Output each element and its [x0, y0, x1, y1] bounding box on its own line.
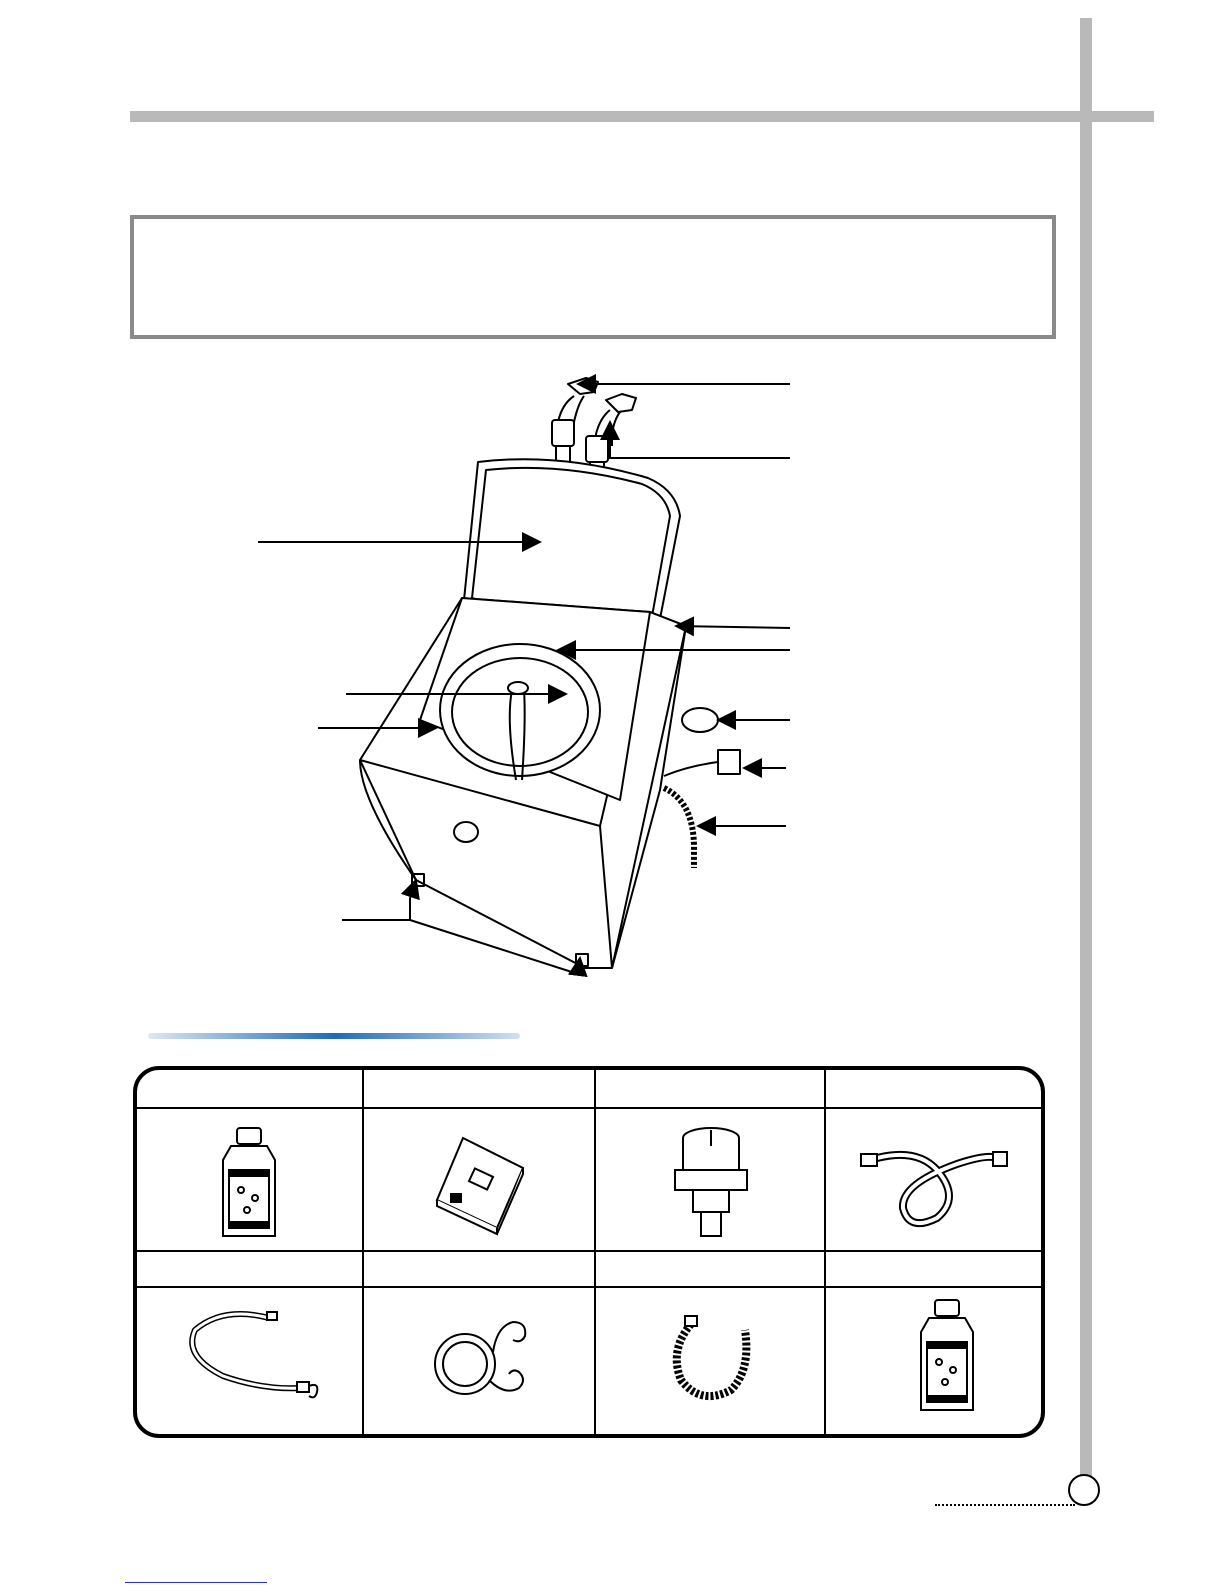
page-number-leader	[935, 1504, 1075, 1506]
inlet-hose-icon	[857, 1140, 1013, 1230]
bottle-icon	[915, 1286, 979, 1416]
bottle-icon	[217, 1124, 281, 1242]
page-number-circle	[1068, 1474, 1100, 1506]
hose-hanger-icon	[427, 1306, 537, 1406]
drain-hose-icon	[661, 1310, 761, 1410]
tap-adapter-icon	[663, 1124, 759, 1242]
accessories-table	[133, 1066, 1045, 1438]
long-hose-icon	[183, 1306, 323, 1406]
bottom-rule	[125, 1582, 267, 1583]
accessories-heading-rule	[148, 1033, 520, 1039]
manual-icon	[425, 1130, 535, 1240]
